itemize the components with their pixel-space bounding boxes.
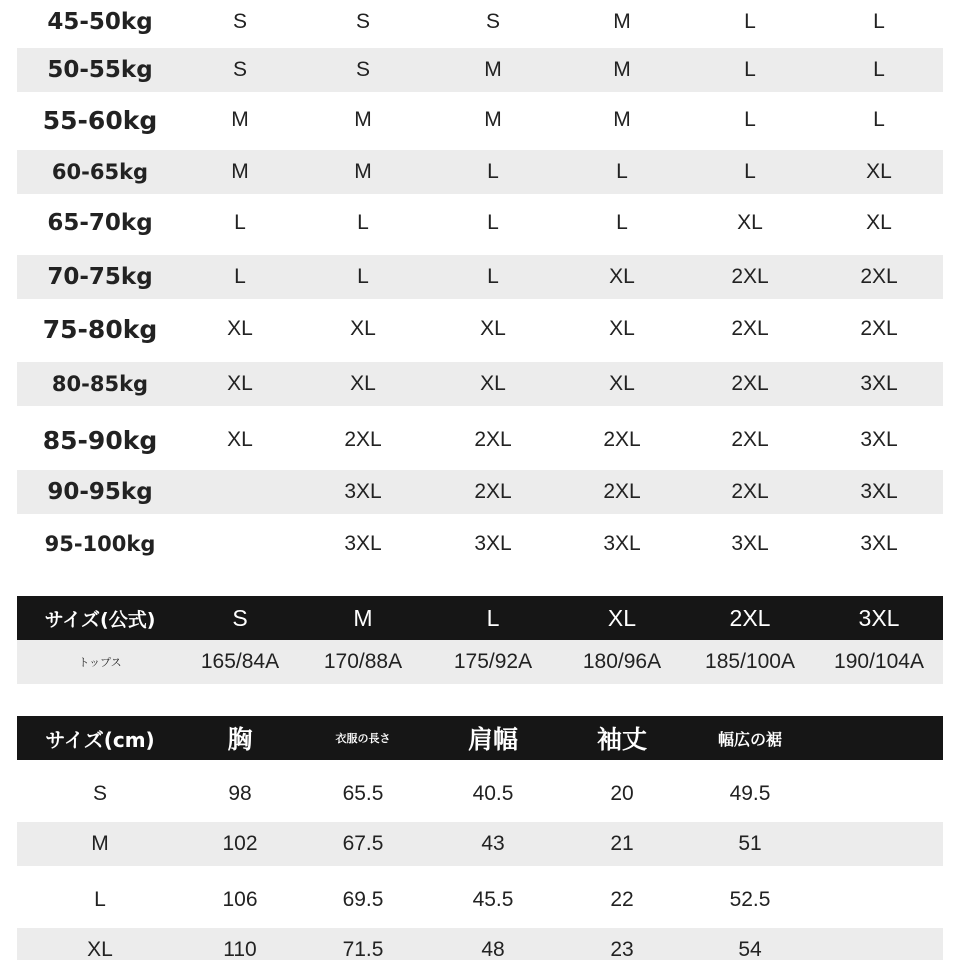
size-cell: 2XL <box>731 265 769 288</box>
size-cell: 2XL <box>860 317 898 340</box>
size-cell: S <box>485 10 501 33</box>
size-label: M <box>91 832 109 855</box>
size-cell: S <box>355 58 371 81</box>
weight-label: 55-60kg <box>42 105 158 135</box>
size-label: XL <box>87 938 113 961</box>
size-header: L <box>486 604 500 631</box>
weight-label: 75-80kg <box>42 314 158 344</box>
weight-row <box>17 416 943 464</box>
size-cell: XL <box>350 317 376 340</box>
measure-cell: 22 <box>610 888 634 911</box>
size-cell: M <box>484 58 502 81</box>
column-header-hem: 幅広の裾 <box>717 729 783 749</box>
weight-label: 90-95kg <box>47 479 153 505</box>
size-cell: 3XL <box>860 372 898 395</box>
measure-cell: 49.5 <box>729 782 771 805</box>
weight-label: 70-75kg <box>47 264 153 290</box>
size-cell: L <box>873 108 885 131</box>
measure-cell: 69.5 <box>342 888 384 911</box>
cm-header-row <box>17 716 943 760</box>
size-cell: L <box>616 160 628 183</box>
weight-row <box>17 362 943 406</box>
measure-cell: 23 <box>610 938 634 961</box>
size-cell: XL <box>480 372 506 395</box>
size-cell: 2XL <box>731 428 769 451</box>
size-cell: L <box>487 211 499 234</box>
weight-row <box>17 96 943 144</box>
size-cell: 3XL <box>860 480 898 503</box>
size-cell: 3XL <box>344 532 382 555</box>
measure-cell: 52.5 <box>729 888 771 911</box>
weight-row <box>17 305 943 353</box>
weight-label: 65-70kg <box>47 210 153 236</box>
weight-row <box>17 520 943 568</box>
size-cell: L <box>744 108 756 131</box>
size-cell: M <box>613 58 631 81</box>
measure-cell: 45.5 <box>472 888 514 911</box>
spec-cell: 190/104A <box>834 650 924 673</box>
weight-row <box>17 48 943 92</box>
size-header: 3XL <box>858 604 900 631</box>
spec-cell: 185/100A <box>705 650 795 673</box>
column-header-shoulder: 肩幅 <box>467 725 519 754</box>
official-header-label: サイズ(公式) <box>44 608 156 631</box>
official-header-row <box>17 596 943 640</box>
size-header: 2XL <box>729 604 771 631</box>
size-cell: 3XL <box>860 532 898 555</box>
measure-cell: 67.5 <box>342 832 384 855</box>
spec-cell: 170/88A <box>323 650 403 673</box>
spec-cell: 180/96A <box>582 650 662 673</box>
size-header: M <box>353 604 373 631</box>
size-cell: XL <box>227 372 253 395</box>
size-cell: 2XL <box>731 480 769 503</box>
size-cell: M <box>354 160 372 183</box>
weight-row <box>17 150 943 194</box>
size-cell: XL <box>866 160 892 183</box>
cm-row <box>17 822 943 866</box>
cm-row <box>17 772 943 816</box>
weight-row <box>17 0 943 44</box>
weight-label: 45-50kg <box>47 9 153 35</box>
official-tops-row <box>17 640 943 684</box>
size-cell: L <box>234 265 246 288</box>
size-cell: XL <box>350 372 376 395</box>
size-cell: 3XL <box>731 532 769 555</box>
measure-cell: 21 <box>610 832 634 855</box>
column-header-sleeve: 袖丈 <box>596 725 648 754</box>
measure-cell: 98 <box>228 782 252 805</box>
measure-cell: 51 <box>738 832 762 855</box>
size-cell: 2XL <box>603 480 641 503</box>
measure-cell: 65.5 <box>342 782 384 805</box>
size-cell: XL <box>227 317 253 340</box>
cm-row <box>17 878 943 922</box>
size-cell: L <box>487 160 499 183</box>
size-cell: 2XL <box>731 372 769 395</box>
measure-cell: 71.5 <box>342 938 384 961</box>
size-cell: L <box>744 58 756 81</box>
weight-label: 80-85kg <box>51 372 149 396</box>
cm-header-label: サイズ(cm) <box>45 727 155 752</box>
size-cell: 3XL <box>603 532 641 555</box>
weight-label: 50-55kg <box>47 57 153 83</box>
measure-cell: 20 <box>610 782 634 805</box>
size-cell: M <box>354 108 372 131</box>
size-cell: S <box>232 58 248 81</box>
size-cell: S <box>232 10 248 33</box>
size-cell: M <box>613 10 631 33</box>
measure-cell: 102 <box>222 832 258 855</box>
size-cell: L <box>357 211 369 234</box>
size-cell: L <box>873 58 885 81</box>
size-cell: 2XL <box>731 317 769 340</box>
weight-row <box>17 200 943 246</box>
size-cell: L <box>873 10 885 33</box>
size-cell: XL <box>609 372 635 395</box>
size-cell: 2XL <box>474 480 512 503</box>
size-cell: 2XL <box>344 428 382 451</box>
size-cell: 2XL <box>860 265 898 288</box>
measure-cell: 40.5 <box>472 782 514 805</box>
size-cell: M <box>231 108 249 131</box>
size-cell: XL <box>480 317 506 340</box>
weight-row <box>17 255 943 299</box>
weight-label: 60-65kg <box>51 160 149 184</box>
size-cell: 3XL <box>474 532 512 555</box>
size-cell: M <box>231 160 249 183</box>
size-cell: M <box>613 108 631 131</box>
measure-cell: 110 <box>223 938 257 961</box>
weight-label: 85-90kg <box>42 425 158 455</box>
size-cell: 3XL <box>344 480 382 503</box>
size-cell: L <box>744 10 756 33</box>
size-cell: L <box>487 265 499 288</box>
column-header-chest: 胸 <box>227 725 253 754</box>
weight-row <box>17 470 943 514</box>
tops-label: トップス <box>78 656 122 669</box>
size-cell: M <box>484 108 502 131</box>
size-label: L <box>94 888 106 911</box>
size-cell: L <box>616 211 628 234</box>
measure-cell: 43 <box>481 832 505 855</box>
size-header: XL <box>607 604 637 631</box>
size-cell: L <box>234 211 246 234</box>
size-cell: 2XL <box>474 428 512 451</box>
column-header-length: 衣服の長さ <box>335 732 391 745</box>
size-cell: 3XL <box>860 428 898 451</box>
size-cell: XL <box>866 211 892 234</box>
spec-cell: 165/84A <box>200 650 280 673</box>
size-cell: XL <box>227 428 253 451</box>
size-cell: XL <box>609 317 635 340</box>
measure-cell: 106 <box>222 888 258 911</box>
size-cell: XL <box>609 265 635 288</box>
weight-label: 95-100kg <box>44 532 156 556</box>
measure-cell: 48 <box>481 938 505 961</box>
size-cell: 2XL <box>603 428 641 451</box>
cm-row <box>17 928 943 960</box>
size-cell: L <box>744 160 756 183</box>
size-cell: XL <box>737 211 763 234</box>
size-label: S <box>92 782 108 805</box>
size-cell: S <box>355 10 371 33</box>
spec-cell: 175/92A <box>453 650 533 673</box>
measure-cell: 54 <box>738 938 762 961</box>
size-cell: L <box>357 265 369 288</box>
size-header: S <box>232 604 248 631</box>
